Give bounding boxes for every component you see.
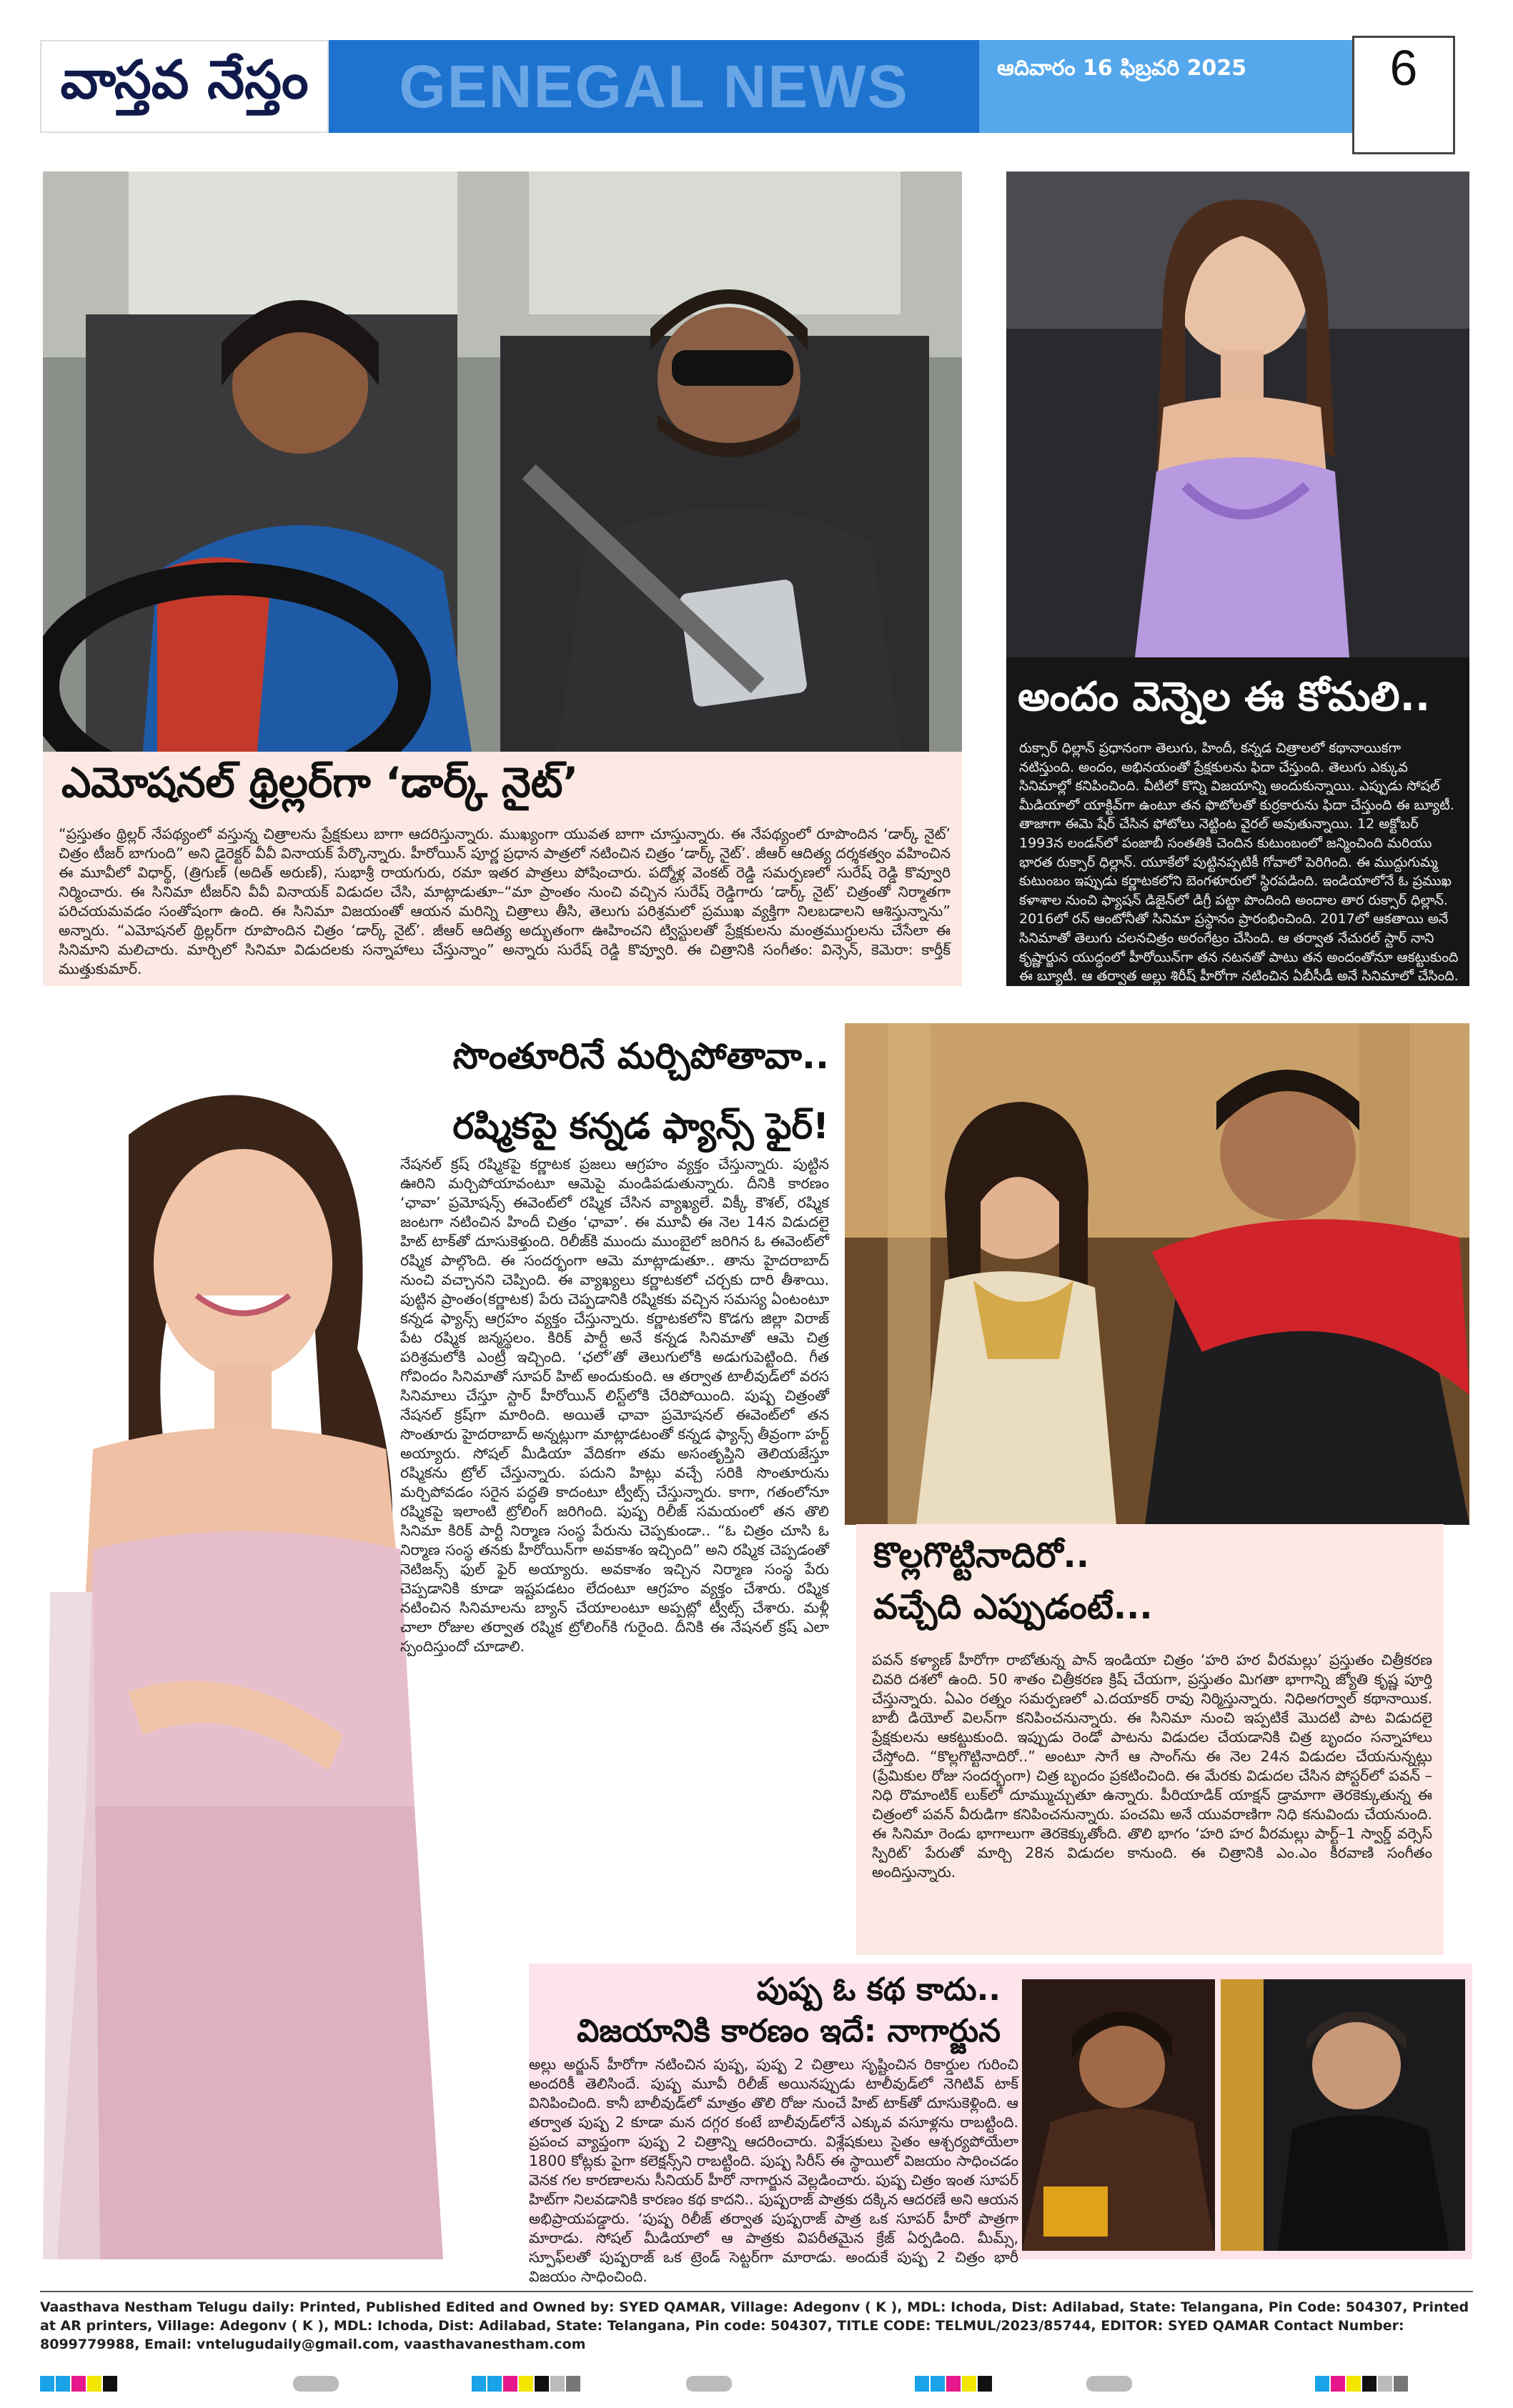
rashmika-headline-line2: రష్మికపై కన్నడ ఫ్యాన్స్ ఫైర్!	[452, 1105, 829, 1147]
masthead-date: ఆదివారం 16 ఫిబ్రవరి 2025	[997, 56, 1247, 81]
rashmika-headline-line1: సొంతూరినే మర్చిపోతావా..	[452, 1035, 829, 1077]
rukshar-headline: అందం వెన్నెల ఈ కోమలి..	[1018, 674, 1431, 720]
footer-rule	[40, 2291, 1473, 2292]
hari-hara-body: పవన్ కళ్యాణ్ హీరోగా రాబోతున్న పాన్ ఇండియా చిత్రం ‘హరి హర వీరమల్లు’ ప్రస్తుతం చిత్రీకరణ చివరి దశలో ఉంది. 50 శాతం చిత్రీకరణ క్రిష్ చేయగా, ప్రస్తుతం మిగతా భాగాన్ని జ్యోతి కృష్ణ పూర్తి చేస్తున్నారు. ఏఎం రత్నం సమర్పణలో ఎ.దయాకర్ రావు నిర్మిస్తున్నారు. నిధిఅగర్వాల్ కథానాయిక. బాబీ డియోల్ విలన్‌గా కనిపించనున్నారు. ఈ సినిమా నుంచి ఇప్పటికే మొదటి పాట విడుదలై ప్రేక్షకులను ఆకట్టుకుంది. ఇప్పుడు రెండో పాటను విడుదల చేయడానికి చిత్ర బృందం సన్నాహాలు చేస్తోంది. “కొల్లగొట్టినాదిరో..” అంటూ సాగే ఆ సాంగ్‌ను ఈ నెల 24న విడుదల చేయనున్నట్లు (ప్రేమికుల రోజు సందర్భంగా) చిత్ర బృందం ప్రకటించింది. ఈ మేరకు విడుదల చేసిన పోస్టర్‌లో పవన్ – నిధి రొమాంటిక్ లుక్‌లో దూమ్ముచ్చుతూ ఉన్నారు. పీరియాడిక్ యాక్షన్ డ్రామాగా తెరకెక్కుతున్న ఈ చిత్రంలో పవన్ వీరుడిగా కనిపించనున్నారు. పంచమి అనే యువరాణిగా నిధి కనువిందు చేయనుంది. ఈ సినిమా రెండు భాగాలుగా తెరకెక్కుతోంది. తొలి భాగం ‘హరి హర వీరమల్లు పార్ట్–1 స్వార్డ్ వర్సెస్ స్పిరిట్’ పేరుతో మార్చి 28న విడుదల కానుంది. ఈ చిత్రానికి ఎం.ఎం కీరవాణి సంగీతం అందిస్తున్నారు.	[872, 1651, 1432, 1881]
pushpa-headline-line1: పుష్ప ఓ కథ కాదు..	[756, 1971, 1001, 2008]
masthead-band	[329, 40, 979, 133]
hari-hara-headline-line2: వచ్చేది ఎప్పుడంటే...	[873, 1587, 1153, 1627]
rukshar-body: రుక్సార్ ధిల్లాన్ ప్రధానంగా తెలుగు, హిందీ, కన్నడ చిత్రాలలో కథానాయికగా నటిస్తుంది. అందం, అభినయంతో ప్రేక్షకులను ఫిదా చేస్తుంది. తెలుగు ఎక్కువ సినిమాల్లో కనిపించింది. వీటిలో కొన్ని విజయాన్ని అందుకున్నాయి. ఎప్పుడు సోషల్ మీడియాలో యాక్టివ్‌గా ఉంటూ తన ఫొటోలతో కుర్రకారును ఫిదా చేస్తుంది ఈ బ్యూటీ. తాజాగా ఈమె షేర్ చేసిన ఫోటోలు నెట్టింట వైరల్ అవుతున్నాయి. 12 అక్టోబర్ 1993న లండన్‌లో పంజాబీ సంతతికి చెందిన కుటుంబంలో జన్మించింది మరియు భారత రుక్సార్ ధిల్లాన్. యూకేలో పుట్టినప్పటికీ గోవాలో పెరిగింది. ఈ ముద్దుగుమ్మ కుటుంబం ఇప్పుడు కర్ణాటకలోని బెంగళూరులో స్థిరపడింది. ఇండియాలోనే ఓ ప్రముఖ కళాశాల నుంచి ఫ్యాషన్ డిజైన్‌లో డిగ్రీ పట్టా పొందింది అందాల తార రుక్సార్ ధిల్లాన్. 2016లో రన్ ఆంటోనీతో సినిమా ప్రస్థానం ప్రారంభించింది. 2017లో ఆకతాయి అనే సినిమాతో తెలుగు చలనచిత్రం అరంగేట్రం చేసింది. ఆ తర్వాత నేచురల్ స్టార్ నాని కృష్ణార్జున యుద్ధంలో హీరోయిన్‌గా తన నటనతో పాటు తన అందంతోనూ ఆకట్టుకుంది ఈ బ్యూటీ. ఆ తర్వాత అల్లు శిరీష్ హీరోగా నటించిన ఏబీసీడీ అనే సినిమాలో చేసింది.	[1019, 740, 1459, 985]
masthead-band-text: GENEGAL NEWS	[399, 52, 909, 120]
dark-night-headline: ఎమోషనల్ థ్రిల్లర్‌గా ‘డార్క్ నైట్’	[61, 758, 579, 807]
rashmika-body: నేషనల్ క్రష్ రష్మికపై కర్ణాటక ప్రజలు ఆగ్రహం వ్యక్తం చేస్తున్నారు. పుట్టిన ఊరిని మర్చిపోయావంటూ ఆమెపై మండిపడుతున్నారు. దీనికి కారణం ‘ఛావా’ ప్రమోషన్స్ ఈవెంట్‌లో రష్మిక చేసిన వ్యాఖ్యలే. విక్కీ కౌశల్, రష్మిక జంటగా నటించిన హిందీ చిత్రం ‘ఛావా’. ఈ మూవీ ఈ నెల 14న విడుదలై హిట్ టాక్‌తో దూసుకెళ్తుంది. రిలీజ్‌కి ముందు ముంబైలో జరిగిన ఓ ఈవెంట్‌లో రష్మిక పాల్గొంది. ఈ సందర్భంగా ఆమె మాట్లాడుతూ.. తాను హైదరాబాద్ నుంచి వచ్చానని చెప్పింది. ఈ వ్యాఖ్యలు కర్ణాటకలో చర్చకు దారి తీశాయి. పుట్టిన ప్రాంతం(కర్ణాటక) పేరు చెప్పడానికి రష్మికకు వచ్చిన సమస్య ఏంటంటూ కన్నడ ఫ్యాన్స్ ఆగ్రహం వ్యక్తం చేస్తున్నారు. కర్ణాటకలోని కొడగు జిల్లా విరాజ్ పేట రష్మిక జన్మస్థలం. కిరిక్ పార్టీ అనే కన్నడ సినిమాతో ఆమె చిత్ర పరిశ్రమలోకి ఎంట్రీ ఇచ్చింది. ‘ఛలో’తో తెలుగులోకి అడుగుపెట్టింది. గీత గోవిందం సినిమాతో సూపర్ హిట్ అందుకుంది. ఆ తర్వాత టాలీవుడ్‌లో వరస సినిమాలు చేస్తూ స్టార్ హీరోయిన్ లిస్ట్‌లోకి చేరిపోయింది. పుష్ప చిత్రంతో నేషనల్ క్రష్‌గా మారింది. అయితే ఛావా ప్రమోషనల్ ఈవెంట్‌లో తన సొంతూరు హైదరాబాద్ అన్నట్లుగా మాట్లాడటంతో కన్నడ ఫ్యాన్స్ తీవ్రంగా హర్ట్ అయ్యారు. సోషల్ మీడియా వేదికగా తమ అసంతృప్తిని తెలియజేస్తూ రష్మికను ట్రోల్ చేస్తున్నారు. పదుని హిట్లు వచ్చే సరికి సొంతూరును మర్చిపోవడం సరైన పద్ధతి కాదంటూ ట్వీట్స్ చేస్తున్నారు. కాగా, గతంలోనూ రష్మికపై ఇలాంటి ట్రోలింగ్ జరిగింది. పుష్ప రిలీజ్ సమయంలో తన తొలి సినిమా కిరిక్ పార్టీ నిర్మాణ సంస్థ పేరును చెప్పకుండా.. “ఓ చిత్రం చూసి ఓ నిర్మాణ సంస్థ తనకు హీరోయిన్‌గా అవకాశం ఇచ్చింది” అని రష్మిక చెప్పడంతో నెటిజన్స్ ఫుల్ ఫైర్ అయ్యారు. అవకాశం ఇచ్చిన నిర్మాణ సంస్థ పేరు చెప్పడానికి కూడా ఇష్టపడటం లేదంటూ ఆగ్రహం వ్యక్తం చేశారు. రష్మిక నటించిన సినిమాలను బ్యాన్ చేయాలంటూ అప్పట్లో ట్వీట్స్ చేశారు. మళ్లీ చాలా రోజుల తర్వాత రష్మిక ట్రోలింగ్‌కి గురైంది. దీనికి ఈ నేషనల్ క్రష్ ఎలా స్పందిస్తుందో చూడాలి.	[400, 1155, 829, 1655]
pushpa-body: అల్లు అర్జున్ హీరోగా నటించిన పుష్ప, పుష్ప 2 చిత్రాలు సృష్టించిన రికార్డుల గురించి అందరికీ తెలిసిందే. పుష్ప మూవీ రిలీజ్ అయినప్పుడు టాలీవుడ్‌లో నెగిటివ్ టాక్ వినిపించింది. కానీ బాలీవుడ్‌లో మాత్రం తొలి రోజు నుంచే హిట్ టాక్‌తో దూసుకెళ్లింది. ఆ తర్వాత పుష్ప 2 కూడా మన దగ్గర కంటే బాలీవుడ్‌లోనే ఎక్కువ వసూళ్లను రాబట్టింది. ప్రపంచ వ్యాప్తంగా పుష్ప 2 చిత్రాన్ని ఆదరించారు. విశ్లేషకులు సైతం ఆశ్చర్యపోయేలా 1800 కోట్లకు పైగా కలెక్షన్స్‌ని రాబట్టింది. పుష్ప సిరీస్ ఈ స్థాయిలో విజయం సాధించడం వెనక గల కారణాలను సీనియర్ హీరో నాగార్జున వెల్లడించారు. పుష్ప చిత్రం ఇంత సూపర్ హిట్‌గా నిలవడానికి కారణం కథ కాదని.. పుష్పరాజ్ పాత్రకు దక్కిన ఆదరణే అని ఆయన అభిప్రాయపడ్డారు. ‘పుష్ప రిలీజ్ తర్వాత పుష్పరాజ్ పాత్ర ఒక సూపర్ హీరో పాత్రగా మారాడు. సోషల్ మీడియాలో ఆ పాత్రకు విపరీతమైన క్రేజ్ ఏర్పడింది. మీమ్స్, స్పూఫ్‌లతో పుష్పరాజ్ ఒక ట్రెండ్ సెట్టర్‌గా మారాడు. అందుకే పుష్ప 2 చిత్రం భారీ విజయం సాధించింది.	[529, 2056, 1018, 2285]
registration-marks-left	[40, 2376, 117, 2392]
registration-marks-2	[293, 2376, 339, 2392]
dark-night-body: “ప్రస్తుతం థ్రిల్లర్ నేపథ్యంలో వస్తున్న చిత్రాలను ప్రేక్షకులు బాగా ఆదరిస్తున్నారు. ముఖ్యంగా యువత బాగా చూస్తున్నారు. ఈ నేపథ్యంలో రూపొందిన ‘డార్క్ నైట్’ చిత్రం టీజర్ బాగుంది” అని డైరెక్టర్ వీవీ వినాయక్ పేర్కొన్నారు. హీరోయిన్ పూర్ణ ప్రధాన పాత్రలో నటించిన చిత్రం ‘డార్క్ నైట్’. జీఆర్ ఆదిత్య దర్శకత్వం వహించిన ఈ మూవీలో విధార్థ్, (త్రిగుణ్ (అదిత్ అరుణ్), సుభాశ్రీ రాయగురు, రమా ఇతర పాత్రలు పోషించారు. పద్మోళ్ల వెంకట్ రెడ్డి సమర్పణలో సురేష్ రెడ్డి కొవ్వూరి నిర్మించారు. ఈ సినిమా టీజర్‌ని వీవీ వినాయక్ విడుదల చేసి, మాట్లాడుతూ–“మా ప్రాంతం నుంచి వచ్చిన సురేష్ రెడ్డిగారు ‘డార్క్ నైట్’ చిత్రంతో నిర్మాతగా పరిచయమవడం సంతోషంగా ఉంది. ఈ సినిమా విజయంతో ఆయన మరిన్ని చిత్రాలు తీసి, తెలుగు పరిశ్రమలో ప్రముఖ వ్యక్తిగా నిలబడాలని ఆశిస్తున్నాను” అన్నారు. “ఎమోషనల్ థ్రిల్లర్‌గా రూపొందిన చిత్రం ‘డార్క్ నైట్’. జీఆర్ ఆదిత్య అద్భుతంగా ఊహించని ట్విస్టులతో ప్రేక్షకులను మంత్రముగ్ధులను చేసేలా ఈ సినిమాని మలిచారు. మార్చిలో సినిమా విడుదలకు సన్నాహాలు చేస్తున్నాం” అన్నారు సురేష్ రెడ్డి కొవ్వూరి. ఈ చిత్రానికి సంగీతం: విన్సెన్, కెమెరా: కార్తీక్ ముత్తుకుమార్.	[59, 825, 951, 977]
pushpa-headline-line2: విజయానికి కారణం ఇదే: నాగార్జున	[577, 2013, 1001, 2049]
rashmika-photo	[43, 1049, 443, 2259]
pushpa-poster-photo	[1022, 1979, 1215, 2251]
footer-imprint: Vaasthava Nestham Telugu daily: Printed, Published Edited and Owned by: SYED QAMAR, Village: Adegonv ( K ), MDL: Ichoda, Dist: Adilabad, State: Telangana, Pin Code: 504307, Printed at AR printers, Village: Adegonv ( K ), MDL: Ichoda, Dist: Adilabad, State: Telangana, Pin code: 504307, TITLE CODE: TELMUL/2023/85744, EDITOR: SYED QAMAR Contact Number: 8099779988, Email: vntelugudaily@gmail.com, vaasthavanestham.com	[40, 2299, 1469, 2352]
masthead-logo-text: వాస్తవ నేస్తం	[60, 49, 309, 111]
masthead-logo	[40, 40, 329, 133]
rukshar-photo	[1006, 171, 1469, 657]
page-number-box	[1352, 36, 1455, 154]
registration-marks-4	[686, 2376, 732, 2392]
masthead-date-box	[979, 40, 1401, 133]
page-number: 6	[1389, 40, 1418, 96]
registration-marks-5	[915, 2376, 992, 2392]
registration-marks-right	[1315, 2376, 1408, 2392]
dark-night-photo	[43, 171, 962, 752]
registration-marks-3	[472, 2376, 580, 2392]
registration-marks-6	[1086, 2376, 1132, 2392]
nagarjuna-photo	[1221, 1979, 1465, 2251]
hari-hara-photo	[845, 1023, 1469, 1525]
hari-hara-headline-line1: కొల్లగొట్టినాదిరో..	[873, 1536, 1089, 1576]
